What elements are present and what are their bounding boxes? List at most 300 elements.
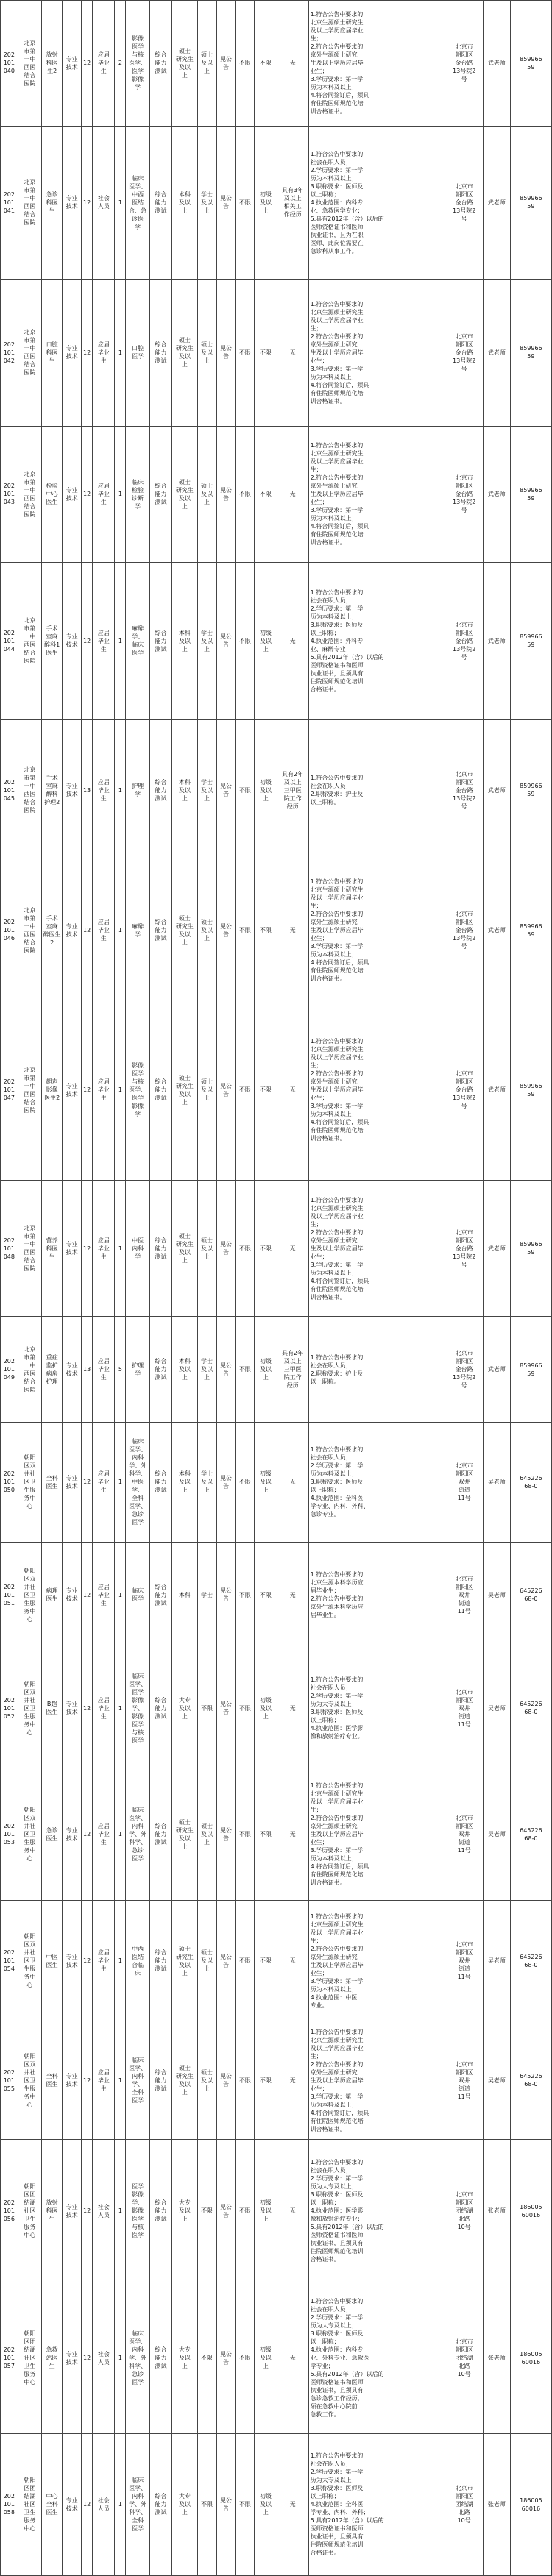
edu-line: 及以 (178, 2081, 191, 2088)
table-row (1, 2139, 552, 2283)
cell-level (82, 426, 93, 562)
group-line: 生 (100, 68, 107, 75)
exam-line: 测试 (155, 1095, 167, 1102)
group-line: 毕业 (97, 1245, 110, 1252)
cell-level (82, 861, 93, 1000)
addr-line: 朝阳区 (455, 483, 473, 490)
cell-group (93, 2283, 115, 2433)
req-line: 训合格证书。 (310, 2125, 346, 2132)
addr-line: 金台路 (455, 786, 473, 794)
tel-line: 186005 (520, 2497, 542, 2504)
title-line: 上 (262, 1487, 269, 1494)
exam-line: 测试 (155, 207, 167, 214)
exam-line: 测试 (155, 1712, 167, 1720)
cell-title (255, 126, 277, 279)
edu-line: 研究生 (175, 55, 194, 63)
cell-age (216, 1000, 236, 1181)
title-line: 不限 (259, 1957, 272, 1965)
major-line: 医学、 (129, 60, 147, 67)
addr-line: 号 (461, 507, 467, 514)
code-line: 044 (3, 645, 15, 652)
req-line: 及以上学历应届毕业 (310, 1929, 364, 1936)
req-line: 2.学历要求：第一学 (310, 166, 364, 174)
cell-addr (445, 1901, 484, 2021)
addr-line: 北京市 (455, 43, 473, 51)
unit-line: 心 (26, 1855, 33, 1862)
req-line: 1.符合公告中要求的 (310, 150, 364, 157)
edu-line: 研究生 (175, 1826, 194, 1834)
tel-line: 68-0 (524, 1482, 538, 1490)
unit-line: 朝阳 (24, 1454, 36, 1462)
addr-line: 13号院2 (453, 794, 476, 802)
cell-exam (149, 2433, 171, 2575)
unit-line: 北京 (24, 766, 36, 774)
cell-pol (236, 562, 255, 719)
cell-level (82, 1181, 93, 1317)
age-line: 告 (222, 1961, 229, 1968)
req-line: 社会在职人员； (310, 597, 352, 604)
title-line: 初级 (259, 629, 272, 636)
degree-line: 不限 (201, 1704, 213, 1712)
cell-title (255, 426, 277, 562)
table-row (1, 426, 552, 562)
addr-line: 11号 (457, 1847, 471, 1854)
title-line: 及以 (259, 1704, 272, 1712)
cell-exam (149, 426, 171, 562)
cell-code (1, 1317, 18, 1423)
exam-line: 能力 (155, 2355, 167, 2362)
major-line: 护理 (132, 1362, 144, 1369)
cell-exam (149, 1648, 171, 1768)
addr-line: 北路 (458, 2363, 470, 2370)
exam-line: 综合 (155, 2068, 167, 2076)
cell-pol (236, 1901, 255, 2021)
contact-line: 武老师 (487, 1086, 506, 1094)
cell-major (126, 1542, 149, 1648)
title-line: 上 (262, 1712, 269, 1720)
req-line: 京外生源硕士研究 (310, 919, 358, 926)
title-line: 上 (262, 1374, 269, 1381)
exam-line: 能力 (155, 1591, 167, 1598)
major-line: 合临 (132, 1961, 144, 1968)
addr-line: 金台路 (455, 491, 473, 498)
unit-line: 结合 (24, 71, 36, 79)
exam-line: 能力 (155, 1704, 167, 1712)
req-line: 4.执业范围：医学影 (310, 2207, 364, 2215)
cell-req (308, 1181, 445, 1317)
post-line: 医生 (46, 1595, 58, 1603)
req-line: 2.学历要求：第一学 (310, 1693, 364, 1700)
req-line: 1.符合公告中要求的 (310, 1913, 364, 1920)
cell-req (308, 2433, 445, 2575)
cell-kind (63, 1901, 82, 2021)
req-line: 京外生源硕士研究 (310, 1823, 358, 1830)
edu-line: 大专 (178, 1696, 191, 1704)
req-line: 2.学历要求：第一学 (310, 2314, 364, 2321)
req-line: 生； (310, 324, 322, 332)
edu-line: 本科 (178, 778, 191, 786)
cell-age (216, 426, 236, 562)
req-line: 1.符合公告中要求的 (310, 442, 364, 449)
kind-line: 专业技术 (66, 55, 78, 71)
addr-line: 13号院2 (453, 1374, 476, 1381)
req-line: 2.符合公告中要求的 (310, 474, 364, 482)
age-line: 见公 (219, 1701, 232, 1708)
tel-line: 59 (527, 641, 535, 649)
major-line: 学 (135, 791, 141, 798)
cell-kind (63, 2139, 82, 2283)
req-line: 社会在职人员； (310, 158, 352, 166)
tel-line: 645226 (520, 1474, 542, 1481)
addr-line: 北京市 (455, 1941, 473, 1949)
major-line: 急诊 (132, 1847, 144, 1854)
cell-title (255, 1648, 277, 1768)
post-line: 科医 (46, 2207, 58, 2215)
req-line: 2.职称要求：护士及 (310, 1370, 364, 1377)
addr-line: 朝阳区 (455, 1583, 473, 1590)
cell-age (216, 2021, 236, 2139)
age-line: 告 (222, 2081, 229, 2088)
major-line: 临床 (132, 2330, 144, 2338)
cell-exam (149, 1768, 171, 1901)
req-line: 生及以上学历应届毕 (310, 491, 364, 498)
exam-line: 测试 (155, 2216, 167, 2223)
unit-line: 结合 (24, 1378, 36, 1385)
post-line: 医生2 (44, 1095, 60, 1102)
cell-contact (484, 1317, 511, 1423)
req-line: 学专业、内科、外科； (310, 2509, 369, 2516)
unit-line: 区双 (24, 2060, 36, 2068)
degree-line: 硕士 (201, 1237, 213, 1244)
tel-line: 59 (527, 791, 535, 798)
kind-line: 专业技术 (66, 1701, 78, 1716)
req-line: 1.符合公告中要求的 (310, 2452, 364, 2460)
age-line: 告 (222, 641, 229, 649)
degree-line: 及以 (201, 1957, 213, 1965)
unit-line: 生服 (24, 2085, 36, 2092)
unit-line: 务中 (24, 1495, 36, 1502)
cell-level (82, 279, 93, 426)
cell-age (216, 1, 236, 127)
cell-req (308, 279, 445, 426)
unit-line: 市第 (24, 1233, 36, 1240)
req-line: 生及以上学历应届毕 (310, 927, 364, 934)
req-line: 业生； (310, 1095, 328, 1102)
cell-age (216, 1901, 236, 2021)
edu-line: 硕士 (178, 1074, 191, 1081)
edu-line: 上 (181, 794, 188, 802)
req-line: 业、急救医学专业； (310, 207, 364, 214)
num-line: 1 (118, 1704, 122, 1712)
age-line: 告 (222, 1835, 229, 1842)
cell-title (255, 2139, 277, 2283)
post-line: 站医 (46, 2355, 58, 2362)
edu-line: 大专 (178, 2493, 191, 2500)
exam-line: 综合 (155, 2199, 167, 2207)
req-line: 生及以上学历应届毕 (310, 1831, 364, 1838)
edu-line: 及以 (178, 2355, 191, 2362)
kind-line: 专业技术 (66, 345, 78, 360)
code-line: 101 (3, 2501, 15, 2508)
addr-line: 13号院2 (453, 935, 476, 942)
cell-num (115, 2021, 126, 2139)
cell-title (255, 2021, 277, 2139)
tel-line: 68-0 (524, 2081, 538, 2088)
group-line: 应届 (97, 1078, 110, 1086)
edu-line: 硕士 (178, 47, 191, 54)
req-line: 训合格证书。 (310, 1293, 346, 1301)
cell-post (42, 562, 63, 719)
tel-line: 60016 (521, 2211, 541, 2219)
cell-num (115, 426, 126, 562)
tel-line: 859966 (520, 1241, 542, 1248)
post-line: 医生 (46, 1835, 58, 1842)
req-line: 历为大专及以上； (310, 2183, 358, 2191)
cell-exp (277, 1423, 308, 1542)
addr-line: 金台路 (455, 927, 473, 934)
cell-age (216, 1317, 236, 1423)
cell-pol (236, 2139, 255, 2283)
contact-line: 吴老师 (487, 1957, 506, 1965)
req-line: 京外生源本科学历应 (310, 1604, 364, 1611)
cell-major (126, 1768, 149, 1901)
req-line: 4.将合同签订后，须具 (310, 92, 369, 99)
addr-line: 北京市 (455, 1350, 473, 1357)
cell-group (93, 2139, 115, 2283)
contact-line: 武老师 (487, 1245, 506, 1252)
req-line: 2.学历要求：第一学 (310, 2469, 364, 2476)
req-line: 业生； (310, 357, 328, 364)
unit-line: 北京 (24, 906, 36, 914)
contact-line: 吴老师 (487, 1591, 506, 1598)
cell-addr (445, 1, 484, 127)
major-line: 医学 (132, 2216, 144, 2223)
unit-line: 医院 (24, 219, 36, 227)
cell-title (255, 1317, 277, 1423)
level-line: 12 (83, 1591, 91, 1598)
edu-line: 及以 (178, 931, 191, 938)
kind-line: 专业技术 (66, 1082, 78, 1097)
age-line: 告 (222, 1482, 229, 1490)
cell-kind (63, 1, 82, 127)
level-line: 12 (83, 349, 91, 356)
addr-line: 朝阳区 (455, 2199, 473, 2207)
exp-line: 无 (289, 1704, 296, 1712)
cell-post (42, 1768, 63, 1901)
post-line: 全科 (46, 1474, 58, 1481)
unit-line: 医院 (24, 658, 36, 665)
edu-line: 上 (181, 1098, 188, 1106)
cell-major (126, 426, 149, 562)
cell-degree (197, 2283, 216, 2433)
group-line: 应届 (97, 1696, 110, 1704)
cell-code (1, 1901, 18, 2021)
req-line: 生及以上学历应届毕 (310, 60, 364, 67)
req-line: 训合格证书。 (310, 1135, 346, 1142)
addr-line: 13号院2 (453, 207, 476, 214)
cell-post (42, 1181, 63, 1317)
num-line: 5 (118, 1366, 122, 1373)
cell-title (255, 1, 277, 127)
tel-line: 60016 (521, 2358, 541, 2366)
edu-line: 研究生 (175, 1953, 194, 1960)
unit-line: 西医 (24, 931, 36, 938)
req-line: 3.职称要求：医师及 (310, 621, 364, 628)
cell-level (82, 1, 93, 127)
exp-line: 具有2年 (282, 1350, 304, 1357)
code-line: 202 (3, 1078, 15, 1086)
age-line: 见公 (219, 633, 232, 641)
unit-line: 朝阳 (24, 2052, 36, 2060)
addr-line: 朝阳区 (455, 919, 473, 926)
cell-exam (149, 2021, 171, 2139)
exam-line: 测试 (155, 1253, 167, 1260)
cell-degree (197, 1, 216, 127)
edu-line: 及以 (178, 786, 191, 794)
group-line: 人员 (97, 2505, 110, 2512)
req-line: 业生； (310, 935, 328, 942)
addr-line: 13号院2 (453, 1095, 476, 1102)
table-row (1, 2433, 552, 2575)
contact-line: 武老师 (487, 637, 506, 644)
req-line: 业、外科专业、急救医 (310, 2355, 369, 2362)
addr-line: 号 (461, 943, 467, 950)
major-line: 学、外 (129, 1831, 147, 1838)
edu-line: 本科 (178, 1470, 191, 1478)
cell-code (1, 2433, 18, 2575)
cell-code (1, 562, 18, 719)
req-line: 有住院医师规范化培 (310, 967, 364, 975)
cell-major (126, 562, 149, 719)
req-line: 1.符合公告中要求的 (310, 1676, 364, 1684)
post-line: 监护 (46, 1362, 58, 1369)
req-line: 历为本科及以上； (310, 1470, 358, 1478)
tel-line: 59 (527, 1090, 535, 1097)
major-line: 医学 (132, 2183, 144, 2191)
group-line: 应届 (97, 1470, 110, 1478)
group-line: 毕业 (97, 60, 110, 67)
pol-line: 不限 (238, 1245, 251, 1252)
group-line: 人员 (97, 2211, 110, 2219)
code-line: 101 (3, 1245, 15, 1252)
cell-tel (510, 1423, 551, 1542)
code-line: 202 (3, 2199, 15, 2207)
cell-req (308, 1542, 445, 1648)
addr-line: 朝阳区 (455, 191, 473, 198)
req-line: 历为本科及以上； (310, 613, 358, 620)
post-line: 中心 (46, 491, 58, 498)
group-line: 毕业 (97, 1957, 110, 1965)
unit-line: 井社 (24, 1583, 36, 1590)
cell-num (115, 1423, 126, 1542)
addr-line: 号 (461, 1103, 467, 1110)
req-line: 4.将合同签订后，须具 (310, 381, 369, 388)
edu-line: 及以 (178, 199, 191, 206)
cell-exp (277, 2433, 308, 2575)
major-line: 麻醉 (132, 922, 144, 930)
addr-line: 团结湖 (455, 2207, 473, 2215)
cell-addr (445, 719, 484, 861)
major-line: 影像 (132, 76, 144, 83)
unit-line: 心 (26, 2101, 33, 2108)
unit-line: 区卫 (24, 1704, 36, 1712)
post-line: 科医 (46, 199, 58, 206)
tel-line: 645226 (520, 2073, 542, 2080)
post-line: 放射 (46, 51, 58, 59)
exam-line: 测试 (155, 1599, 167, 1607)
req-line: 2.符合公告中要求的 (310, 911, 364, 918)
unit-line: 社区 (24, 2355, 36, 2362)
unit-line: 务中 (24, 1974, 36, 1981)
req-line: 急诊科从事工作。 (310, 247, 358, 255)
unit-line: 医院 (24, 1265, 36, 1273)
major-line: 医学 (132, 1519, 144, 1526)
group-line: 生 (100, 2085, 107, 2092)
unit-line: 区团 (24, 2338, 36, 2346)
post-line: 检验 (46, 483, 58, 490)
major-line: 学 (135, 1253, 141, 1260)
kind-line: 专业技术 (66, 2203, 78, 2219)
num-line: 1 (118, 2355, 122, 2362)
addr-line: 10号 (457, 2517, 471, 2525)
code-line: 202 (3, 341, 15, 348)
post-line: 医生 (46, 650, 58, 657)
degree-line: 上 (204, 2085, 210, 2092)
unit-line: 市第 (24, 625, 36, 633)
table-row (1, 1901, 552, 2021)
req-line: 3.职称要求：医师及 (310, 2330, 364, 2338)
edu-line: 及以 (178, 1961, 191, 1968)
title-line: 及以 (259, 199, 272, 206)
req-line: 4.将合同签订后，须具 (310, 959, 369, 967)
title-line: 不限 (259, 927, 272, 934)
post-line: 生 (49, 2363, 55, 2370)
req-line: 训合格证书。 (310, 975, 346, 983)
req-line: 及以上学历应届毕业 (310, 1054, 364, 1061)
addr-line: 北京市 (455, 182, 473, 190)
req-line: 生及以上学历应届毕 (310, 349, 364, 356)
contact-line: 吴老师 (487, 1831, 506, 1838)
cell-title (255, 719, 277, 861)
unit-line: 医院 (24, 1386, 36, 1393)
cell-kind (63, 279, 82, 426)
major-line: 影像 (132, 2207, 144, 2215)
tel-line: 59 (527, 494, 535, 502)
major-line: 医学 (132, 2379, 144, 2386)
cell-degree (197, 1542, 216, 1648)
cell-unit (18, 861, 41, 1000)
post-line: 重症 (46, 1353, 58, 1361)
title-line: 不限 (259, 60, 272, 67)
code-line: 101 (3, 637, 15, 644)
major-line: 检验 (132, 486, 144, 494)
num-line: 1 (118, 1591, 122, 1598)
req-line: 专业。 (310, 2002, 328, 2009)
addr-line: 13号院2 (453, 1253, 476, 1260)
group-line: 生 (100, 1712, 107, 1720)
exp-line: 院工作 (283, 1374, 302, 1381)
cell-kind (63, 2433, 82, 2575)
req-line: 以上职称； (310, 1487, 340, 1494)
group-line: 人员 (97, 2358, 110, 2366)
addr-line: 北京市 (455, 474, 473, 482)
req-line: 3.学历要求：第一学 (310, 1977, 364, 1985)
exam-line: 测试 (155, 68, 167, 75)
tel-line: 859966 (520, 486, 542, 494)
major-line: 医学、 (129, 1446, 147, 1454)
exam-line: 测试 (155, 2085, 167, 2092)
req-line: 以上职称； (310, 2493, 340, 2500)
